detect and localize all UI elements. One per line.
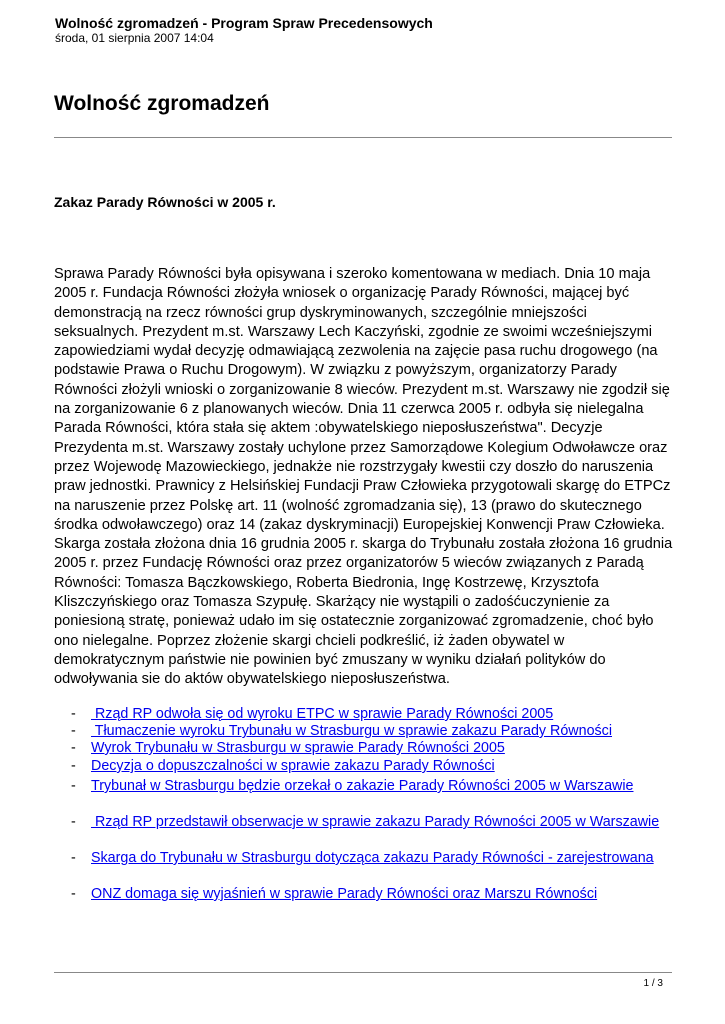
list-dash: - xyxy=(71,740,76,756)
list-item xyxy=(54,706,679,724)
list-item xyxy=(54,723,679,741)
list-item xyxy=(54,758,679,776)
page-title: Wolność zgromadzeń xyxy=(54,92,270,115)
related-link[interactable]: Decyzja o dopuszczalności w sprawie zakazu Parady Równości xyxy=(91,758,495,774)
related-link[interactable]: Rząd RP przedstawił obserwacje w sprawie zakazu Parady Równości 2005 w Warszawie xyxy=(91,814,660,830)
related-link[interactable]: Trybunał w Strasburgu będzie orzekał o zakazie Parady Równości 2005 w Warszawie xyxy=(91,778,634,794)
list-dash: - xyxy=(71,758,76,774)
related-link[interactable]: Skarga do Trybunału w Strasburgu dotycząca zakazu Parady Równości - zarejestrowana xyxy=(91,850,654,866)
list-dash: - xyxy=(71,706,76,722)
list-item xyxy=(54,886,679,904)
list-item xyxy=(54,814,679,832)
title-divider xyxy=(54,137,672,138)
list-dash: - xyxy=(71,886,76,902)
list-dash: - xyxy=(71,778,76,794)
list-dash: - xyxy=(71,723,76,739)
document-header-title: Wolność zgromadzeń - Program Spraw Precedensowych xyxy=(55,15,433,31)
article-body: Sprawa Parady Równości była opisywana i szeroko komentowana w mediach. Dnia 10 maja 2005 r. Fundacja Równości złożyła wniosek o organizację Parady Równości, mającej być demonstracją na rzecz równości grup dyskryminowanych, szczególnie mniejszości seksualnych. Prezydent m.st. Warszawy Lech Kaczyński, zgodnie ze swoimi wcześniejszymi zapowiedziami wydał decyzję odmawiającą zezwolenia na zajęcie pasa ruchu drogowego (na podstawie Prawa o Ruchu Drogowym). W związku z powyższym, organizatorzy Parady Równości złożyli wnioski o zorganizowanie 8 wieców. Prezydent m.st. Warszawy nie zgodził się na zorganizowanie 6 z planowanych wieców. Dnia 11 czerwca 2005 r. odbyła się nielegalna Parada Równości, która stała się aktem :obywatelskiego nieposłuszeństwa". Decyzje Prezydenta m.st. Warszawy zostały uchylone przez Samorządowe Kolegium Odwoławcze oraz przez Wojewodę Mazowieckiego, jednakże nie rozstrzygały kwestii czy doszło do naruszenia praw jednostki. Prawnicy z Helsińskiej Fundacji Praw Człowieka przygotowali skargę do ETPCz na naruszenie przez Polskę art. 11 (wolność zgromadzania się), 13 (prawo do skutecznego środka odwoławczego) oraz 14 (zakaz dyskryminacji) Europejskiej Konwencji Praw Człowieka. Skarga została złożona dnia 16 grudnia 2005 r. skarga do Trybunału została złożona 16 grudnia 2005 r. przez Fundację Równości oraz przez organizatorów 5 wieców związanych z Paradą Równości: Tomasza Bączkowskiego, Roberta Biedronia, Ingę Kostrzewę, Krzysztofa Kliszczyńskiego oraz Tomasza Szypułę. Skarżący nie wystąpili o zadośćuczynienie za poniesioną stratę, ponieważ udało im się ostatecznie zorganizować zgromadzenie, choć było ono nielegalne. Poprzez złożenie skargi chcieli podkreślić, iż żaden obywatel w demokratycznym państwie nie powinien być zmuszany w wyniku działań polityków do odwoływania sie do aktów obywatelskiego nieposłuszeństwa. xyxy=(54,266,673,688)
list-dash: - xyxy=(71,850,76,866)
section-title: Zakaz Parady Równości w 2005 r. xyxy=(54,194,276,210)
document-header-date: środa, 01 sierpnia 2007 14:04 xyxy=(55,31,214,45)
list-dash: - xyxy=(71,814,76,830)
related-link[interactable]: Rząd RP odwoła się od wyroku ETPC w sprawie Parady Równości 2005 xyxy=(91,706,554,722)
related-link[interactable]: Tłumaczenie wyroku Trybunału w Strasburgu w sprawie zakazu Parady Równości xyxy=(91,723,613,739)
list-item xyxy=(54,850,679,868)
footer-divider xyxy=(54,972,672,973)
list-item xyxy=(54,778,679,796)
related-link[interactable]: Wyrok Trybunału w Strasburgu w sprawie Parady Równości 2005 xyxy=(91,740,505,756)
related-link[interactable]: ONZ domaga się wyjaśnień w sprawie Parady Równości oraz Marszu Równości xyxy=(91,886,598,902)
page-number: 1 / 3 xyxy=(643,978,663,989)
list-item xyxy=(54,740,679,758)
